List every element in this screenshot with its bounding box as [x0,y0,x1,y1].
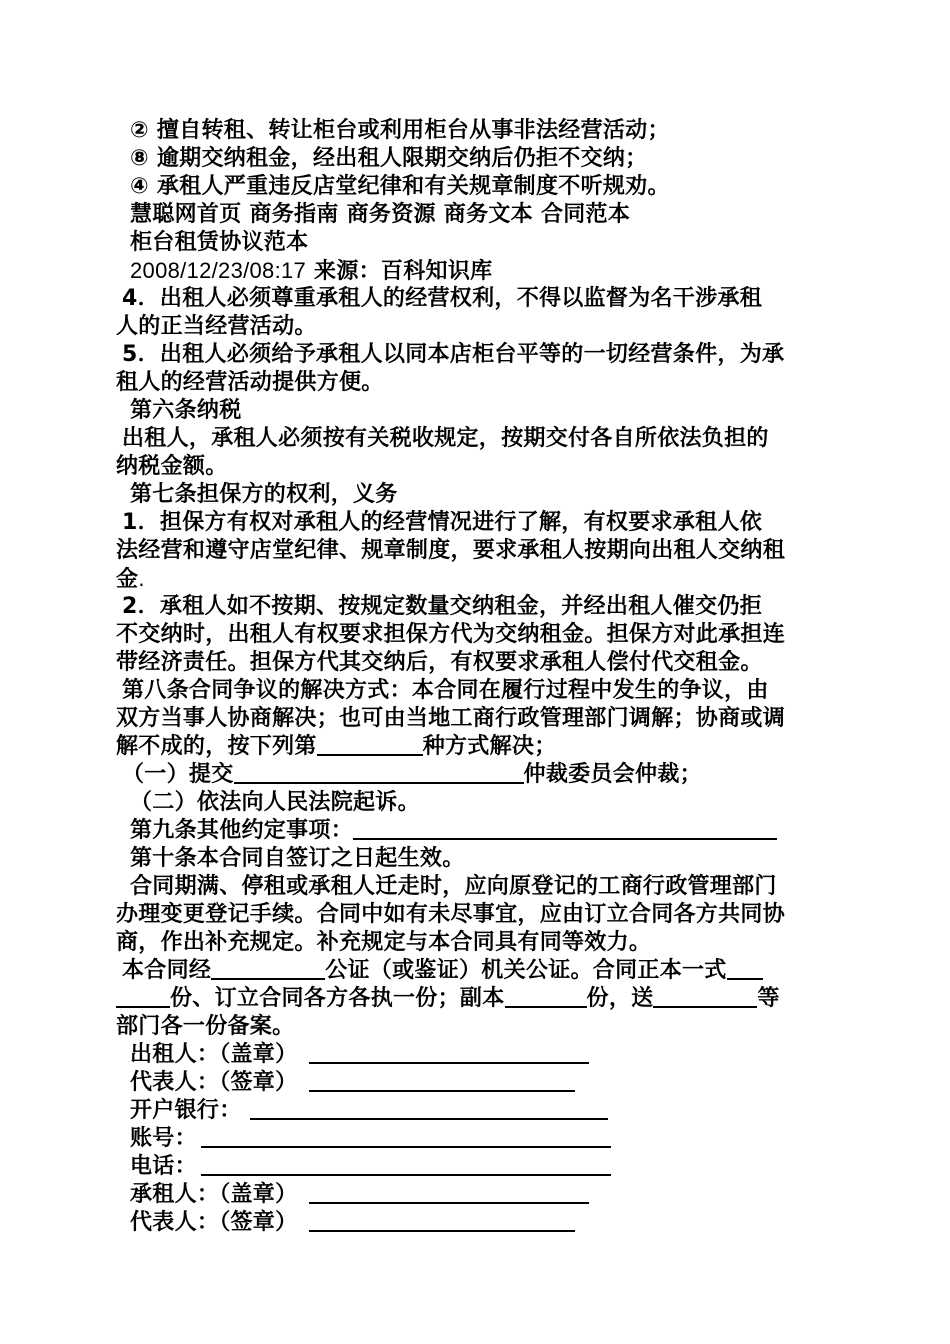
signature-field: 承租人：（盖章） [130,1181,589,1209]
arbitration-committee-blank[interactable] [234,762,524,784]
bank-blank[interactable] [250,1098,608,1120]
publish-date: 2008/12/23/08:17 [130,258,307,283]
original-copies-blank-cont[interactable] [116,986,170,1008]
clause-line: ④ 承租人严重违反店堂纪律和有关规章制度不听规劝。 [130,174,670,199]
signature-field: 代表人：（签章） [130,1209,575,1237]
clause-line: （一）提交 仲裁委员会仲裁； [122,762,702,787]
clause-line: 5．出租人必须给予承租人以同本店柜台平等的一切经营条件，为承 [122,342,785,367]
source-label: 来源：百科知识库 [306,259,493,284]
notary-blank[interactable] [211,958,325,980]
clause-line: 带经济责任。担保方代其交纳后，有权要求承租人偿付代交租金。 [116,650,763,675]
clause-line: 人的正当经营活动。 [116,314,317,339]
section-heading: 第七条担保方的权利，义务 [130,482,398,507]
signature-field: 账号： [130,1125,611,1153]
clause-line: 解不成的，按下列第 种方式解决； [116,734,557,759]
section-heading: 第九条其他约定事项： [130,817,777,845]
duplicate-copies-blank[interactable] [505,986,587,1008]
clause-line: 双方当事人协商解决；也可由当地工商行政管理部门调解；协商或调 [116,706,786,731]
lessor-rep-blank[interactable] [309,1070,575,1092]
clause-line: 办理变更登记手续。合同中如有未尽事宜，应由订立合同各方共同协 [116,902,786,927]
original-copies-blank[interactable] [727,958,763,980]
clause-line: 部门各一份备案。 [116,1014,295,1039]
section-heading: 第八条合同争议的解决方式：本合同在履行过程中发生的争议，由 [122,678,769,703]
clause-line: 商，作出补充规定。补充规定与本合同具有同等效力。 [116,930,652,955]
signature-field: 代表人：（签章） [130,1069,575,1097]
phone-blank[interactable] [201,1154,611,1176]
clause-line: ⑧ 逾期交纳租金，经出租人限期交纳后仍拒不交纳； [130,146,648,171]
section-heading: 第六条纳税 [130,398,242,423]
clause-line: 金. [116,566,145,592]
clause-line: 合同期满、停租或承租人迁走时，应向原登记的工商行政管理部门 [130,874,777,899]
signature-field: 电话： [130,1153,611,1181]
fill-blank[interactable] [317,734,423,756]
signature-field: 出租人：（盖章） [130,1041,589,1069]
account-blank[interactable] [201,1126,611,1148]
lessor-seal-blank[interactable] [309,1042,589,1064]
lessee-rep-blank[interactable] [309,1210,575,1232]
clause-line: （二）依法向人民法院起诉。 [130,790,420,815]
clause-line: 4．出租人必须尊重承租人的经营权利，不得以监督为名干涉承租 [122,286,763,311]
signature-field: 开户银行： [130,1097,608,1125]
document-title: 柜台租赁协议范本 [130,230,309,255]
clause-line: 法经营和遵守店堂纪律、规章制度，要求承租人按期向出租人交纳租 [116,538,786,563]
clause-line: 租人的经营活动提供方便。 [116,370,384,395]
clause-line: 纳税金额。 [116,454,228,479]
clause-line: 2．承租人如不按期、按规定数量交纳租金，并经出租人催交仍拒 [122,594,763,619]
site-nav-breadcrumb: 慧聪网首页 商务指南 商务资源 商务文本 合同范本 [130,202,631,227]
clause-line: 份、订立合同各方各执一份；副本 份，送 等 [116,985,780,1013]
clause-line: 1．担保方有权对承租人的经营情况进行了解，有权要求承租人依 [122,510,763,535]
other-terms-blank[interactable] [353,818,777,840]
lessee-seal-blank[interactable] [309,1182,589,1204]
clause-line: 不交纳时，出租人有权要求担保方代为交纳租金。担保方对此承担连 [116,622,786,647]
source-line [130,257,492,286]
clause-line: 本合同经 公证（或鉴证）机关公证。合同正本一式 [122,957,763,985]
section-heading: 第十条本合同自签订之日起生效。 [130,846,465,871]
clause-line: ② 擅自转租、转让柜台或利用柜台从事非法经营活动； [130,118,670,143]
recipient-dept-blank[interactable] [653,986,757,1008]
clause-line: 出租人，承租人必须按有关税收规定，按期交付各自所依法负担的 [122,426,769,451]
